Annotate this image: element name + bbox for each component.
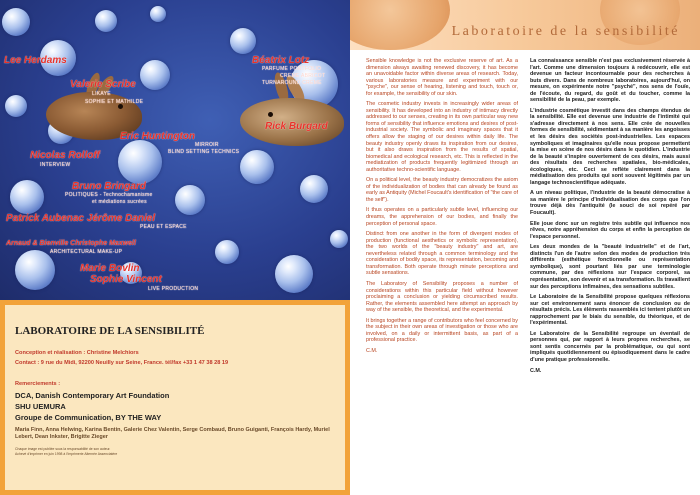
bubble [240,150,274,184]
credit-name: Sophie Vincent [90,274,162,285]
credit-name: Béatrix Lotz [252,55,310,66]
info-box [0,300,350,495]
contact-line: Contact : 9 rue du Midi, 92200 Neuilly sur Seine, France. tél/fax +33 1 47 38 28 19 [15,360,229,366]
conception-line: Conception et réalisation : Christine Melchiors [15,350,139,356]
bubble [300,175,328,203]
bubble [15,250,55,290]
paragraph: Elle joue donc sur un registre très subtile qui influence nos rêves, notre appréhension du corps et enfin la perception de l'espace personnel. [530,220,690,240]
paragraph: A un niveau politique, l'industrie de la beauté démocratise à sa manière le principe d'individualisation des corps que l'on trouve déjà dès l'antiquité (le souci de soi repéré par Foucault). [530,190,690,217]
paragraph: Les deux mondes de la "beauté industrielle" et de l'art, distincts l'un de l'autre selon des modes de production très différents (esthétique fonctionnelle ou représentation symbolique), sont pourtant liés par une terminologie commune, par des réflexions sur l'espace corporel, sa représentation, son devenir et sa transformation. Ils travaillent sur des perceptions infimaines, des sensations subtiles. [530,244,690,290]
paragraph: The Laboratory of Sensibility proposes a number of considerations within this particular field without however proclaiming a conclusion or yielding circumscribed results. Rather, the elements assembled here attempt an approach by way of the sensible, the theoretical, and the experimental. [366,280,518,314]
bubble [275,255,313,293]
sponsor: Groupe de Communication, BY THE WAY [15,413,162,422]
rabbit-image [240,82,344,146]
bubble [95,10,117,32]
bubble [2,8,30,36]
paragraph: Distinct from one another in the form of divergent modes of production (functional aesthetics or symbolic representation), the two worlds of the "beauty industry" and art, are nevertheless related through a common terminology and the consideration of bodily space, its representation, becoming and transformation. Both operate through minute perceptions and subtle sensations. [366,231,518,277]
paragraph: Le Laboratoire de la Sensibilité regroupe un éventail de personnes qui, par rapport à leurs propres recherches, se sont sentis concernés par la problématique, ou qui sont impliqués quotidiennement ou épisodiquement dans le cadre d'une pratique professionnelle. [530,330,690,363]
french-text-column [530,58,690,490]
info-box-inner [5,305,345,490]
bubble [175,185,205,215]
credit-role: ARCHITECTURAL MAKE-UP [50,249,123,255]
credit-role: SOPHIE ET MATHILDE [85,99,144,105]
credit-name: Rick Burgard [265,121,328,132]
footnote: Chaque image est publiée sous la responsabilité de son auteur. [15,447,111,451]
credit-role: POLITIQUES - Technochamanisme [65,192,153,198]
bubble [5,95,27,117]
page-title: Laboratoire de la sensibilité [451,24,680,39]
info-title: LABORATOIRE DE LA SENSIBILITÉ [15,325,205,337]
rabbit-eye [268,112,273,117]
collage-image [0,0,350,300]
credit-role: LIVE PRODUCTION [148,286,199,292]
bubble [10,180,44,214]
credit-role: TURNAROUND CREME [262,80,322,86]
header-band [350,0,700,50]
bubble [140,60,170,90]
bubble [230,28,256,54]
bubble [330,230,348,248]
credit-role: INTERVIEW [40,162,71,168]
credit-role: et médiations sucrées [92,199,147,205]
bubble [118,140,162,184]
credit-role: PARFUME PORTFOLIO [262,66,322,72]
credit-name: Arnaud & Bienville Christophe Maxwell [6,240,136,247]
signature: C.M. [530,367,542,374]
sponsor: DCA, Danish Contemporary Art Foundation [15,391,170,400]
credit-role: PEAU ET ESPACE [140,224,187,230]
credit-name: Nicolas Rolloff [30,150,100,161]
paragraph: Le Laboratoire de la Sensibilité propose quelques réflexions sur cet environnement sans énoncer de conclusion ou de résultats précis. Les éléments rassemblés ici tentent plutôt un rapprochement par le biais du sensible, du théorique, et de l'expérimental. [530,294,690,327]
credit-role: BLIND SETTING TECHNICS [168,149,240,155]
paragraph: L'industrie cosmétique investit dans des champs étendus de la sensibilité. Elle est devenue une industrie de l'intimité qui s'adresse directement à nos sens. Elle crée de nouvelles formes de sensibilité, sédimentant à sa manière les angoisses et les désirs des sociétés post-industrielles. Les espaces symboliques et imaginaires qu'elle nous propose permettent la mise en scène de nos désirs dans le quotidien. L'industrie de la beauté s'inspire ouvertement de ces désirs, mais aussi des résultats des recherches spatiales, bio-médicales, écologiques, etc. Ceci se reflète clairement dans la médiatisation des produits qui sont souvent légitimés par un langage technoscientifique adéquate. [530,107,690,186]
paragraph: Sensible knowledge is not the exclusive reserve of art. As a dimension always awaiting renewed discovery, it has become an unavoidable factor within diverse areas of research. Today, various laboratories measure and experiment with our "psyche", our sense of hearing, listening and touch, touch or, for example, the sensibility of our skin. [366,58,518,97]
credit-role: MIRROIR [195,142,219,148]
credit-name: Valerie Scribe [70,79,136,90]
paragraph: It brings together a range of contributors who feel concerned by the subject in their own areas of investigation or those who are involved, on a daily or intermittent basis, as part of a professional practice. [366,317,518,344]
credit-name: Lee Herdams [4,55,67,66]
signature: C.M. [366,347,378,354]
credit-name: Bruno Bringard [72,181,146,192]
credit-name: Eric Huntington [120,131,195,142]
paragraph: It thus operates on a particularly subtle level, influencing our dreams, the apprehension of our bodies, and finally the perception of personal space. [366,207,518,227]
thanks-heading: Remerciements : [15,381,61,387]
bubble [150,6,166,22]
credit-role: CREME ABRICOT [280,73,326,79]
credit-name: Patrick Aubenac Jérôme Daniel [6,213,156,224]
credit-name: Marie Bovlin [80,263,140,274]
english-text-column [366,58,518,490]
paragraph: The cosmetic industry invests in increasingly wider areas of sensibility. It has developed into an industry of intimacy directly addressed to our senses, creating in its own particular way new forms of sensibility that influence emotions and desires of post-industrial society. The symbolic and imaginary spaces that it offers allow the staging of our desires within daily life. The beauty industry openly draws its inspiration from our desires, but it also draws inspiration from the results of spatial, biomedical and ecological research, etc. This is reflected in the mediatization of products frequently legitimized through an authoritative techno-scientific language. [366,101,518,173]
footnote: Achevé d'imprimer en juin 1998 à l'Imprimerie Alternée Assenciatère [15,452,118,456]
paragraph: On a political level, the beauty industry democratizes the axiom of the individualization of bodies that can already be found as early as Antiquity (Michel Foucault's identification of "the care of the self"). [366,177,518,203]
paragraph: La connaissance sensible n'est pas exclusivement réservée à l'art. Comme une dimension toujours à redécouvrir, elle est devenue un facteur incontournable pour des recherches à buts divers. Dans de nombreux laboratoires, aujourd'hui, on mesure, on expérimente notre "psyché", nos sens de l'ouïe, de l'écoute, du regard, du goût et du toucher, comme la sensibilité de la peau, par exemple. [530,58,690,104]
thanks-names: Maria Finn, Anna Helwing, Karina Bentin, Galerie Chez Valentin, Serge Combaud, Bruno Guiganti, François Hardy, Muriel Lebert, Dean Inkster, Brigitte Zieger [15,427,330,440]
face-photo [350,0,450,50]
credit-role: LIKAYE [92,91,111,97]
sponsor: SHU UEMURA [15,402,66,411]
bubble [215,240,239,264]
